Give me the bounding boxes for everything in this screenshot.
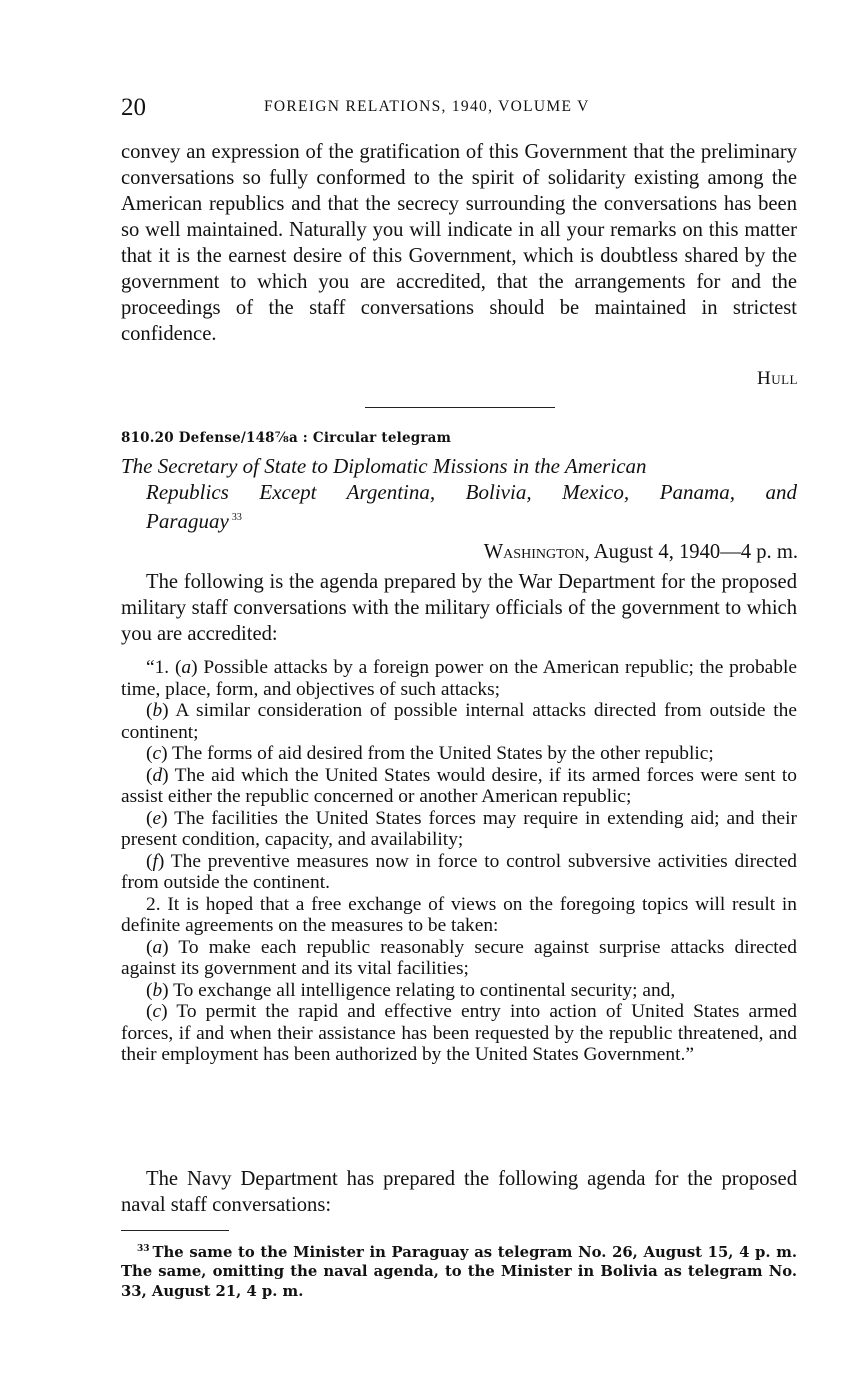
agenda-item-letter: c	[152, 1001, 162, 1022]
agenda-item-text: ) To make each republic reasonably secure against surprise attacks directed against its government and its vital facilities;	[121, 936, 797, 979]
agenda-item-text: ) A similar consideration of possible internal attacks directed from outside the continent;	[121, 700, 797, 743]
agenda-item-letter: f	[152, 850, 158, 872]
agenda-item-text: ) The forms of aid desired from the United States by the other republic;	[161, 743, 714, 764]
agenda-item-text: ) To permit the rapid and effective entry into action of United States armed forces, if and when their assistance has been requested by the republic threatened, and their employment has been authorized by the United States Government.”	[121, 1001, 797, 1065]
page-number: 20	[121, 94, 146, 121]
agenda-item-letter: b	[152, 979, 163, 1001]
agenda-item-2: 2. It is hoped that a free exchange of views on the foregoing topics will result in definite agreements on the measures to be taken:	[121, 893, 797, 936]
footnote-text: The same to the Minister in Paraguay as telegram No. 26, August 15, 4 p. m. The same, omitting the naval agenda, to the Minister in Bolivia as telegram No. 33, August 21, 4 p. m.	[121, 1243, 797, 1300]
footnote-reference: 33	[231, 512, 242, 523]
agenda-item-letter: e	[152, 807, 162, 829]
dateline-place: Washington,	[483, 541, 590, 563]
document-title	[121, 453, 797, 534]
agenda-item-text: ) Possible attacks by a foreign power on the American republic; the probable time, place, form, and objectives of such attacks;	[121, 657, 797, 700]
agenda-item-1f: (f) The preventive measures now in force to control subversive activities directed from outside the continent.	[121, 850, 797, 893]
agenda-item-letter: b	[152, 700, 163, 721]
title-line-3	[121, 505, 797, 534]
file-reference: 810.20 Defense/148⅞a : Circular telegram	[121, 430, 452, 446]
agenda-item-1b: (b) A similar consideration of possible internal attacks directed from outside the continent;	[121, 700, 797, 743]
agenda-item-1c: (c) The forms of aid desired from the United States by the other republic;	[146, 743, 714, 764]
agenda-item-letter: d	[152, 764, 163, 786]
agenda-item-1e: (e) The facilities the United States forces may require in extending aid; and their present condition, capacity, and availability;	[121, 807, 797, 850]
agenda-item-text: ) The aid which the United States would desire, if its armed forces were sent to assist either the republic concerned or another American republic;	[121, 764, 797, 807]
signature: Hull	[757, 368, 798, 389]
agenda-list	[121, 657, 797, 1066]
agenda-item-text: ) The facilities the United States forces may require in extending aid; and their present condition, capacity, and availability;	[121, 807, 797, 850]
title-line-2: Republics Except Argentina, Bolivia, Mexico, Panama, and	[146, 480, 797, 504]
agenda-item-text: ) The preventive measures now in force to control subversive activities directed from outside the continent.	[121, 850, 797, 893]
title-line-1: The Secretary of State to Diplomatic Missions in the American	[121, 454, 647, 478]
closing-paragraph: The Navy Department has prepared the following agenda for the proposed naval staff conversations:	[121, 1168, 797, 1216]
agenda-item-text: ) To exchange all intelligence relating to continental security; and,	[162, 979, 676, 1001]
agenda-item-1d: (d) The aid which the United States would desire, if its armed forces were sent to assist either the republic concerned or another American republic;	[121, 764, 797, 807]
agenda-item-2a: (a) To make each republic reasonably secure against surprise attacks directed against its government and its vital facilities;	[121, 936, 797, 979]
agenda-item-1a	[121, 657, 797, 700]
footnote	[121, 1240, 797, 1301]
dateline	[484, 541, 798, 564]
footnote-marker: 33	[137, 1244, 150, 1254]
intro-paragraph: The following is the agenda prepared by the War Department for the proposed military staff conversations with the military officials of the government to which you are accredited:	[121, 571, 797, 645]
agenda-item-letter: c	[152, 743, 162, 764]
continued-paragraph: convey an expression of the gratification of this Government that the preliminary conversations so fully conformed to the spirit of solidarity existing among the American republics and that the secrecy surrounding the conversations has been so well maintained. Naturally you will indicate in all your remarks on this matter that it is the earnest desire of this Government, which is doubtless shared by the government to which you are accredited, that the arrangements for and the proceedings of the staff conversations should be maintained in strictest confidence.	[121, 141, 797, 345]
agenda-item-2c: (c) To permit the rapid and effective entry into action of United States armed forces, if and when their assistance has been requested by the republic threatened, and their employment has been authorized by the United States Government.”	[121, 1001, 797, 1065]
agenda-item-prefix: “1. (	[146, 657, 182, 678]
agenda-item-2b: (b) To exchange all intelligence relating to continental security; and,	[146, 979, 676, 1001]
dateline-date: August 4, 1940—4 p. m.	[593, 541, 798, 563]
title-line-3-text: Paraguay	[146, 509, 229, 533]
section-divider	[365, 407, 555, 408]
agenda-item-letter: a	[181, 657, 192, 678]
running-title: FOREIGN RELATIONS, 1940, VOLUME V	[264, 98, 590, 115]
footnote-divider	[121, 1230, 229, 1231]
agenda-item-letter: a	[152, 936, 163, 958]
running-header	[121, 94, 801, 124]
